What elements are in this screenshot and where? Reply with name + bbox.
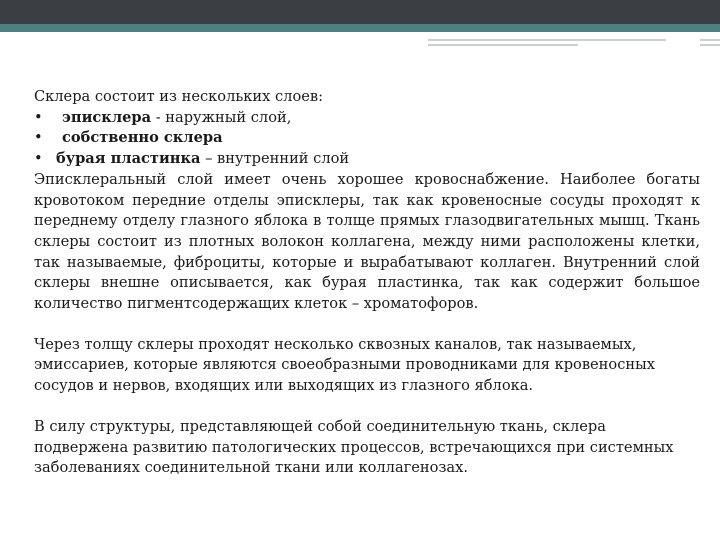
intro-text: Склера состоит из нескольких слоев:	[34, 88, 324, 105]
list-item	[34, 149, 700, 170]
paragraph-emissaries: Через толщу склеры проходят несколько сквозных каналов, так называемых, эмиссариев, которые являются своеобразными проводниками для кровеносных сосудов и нервов, входящих или выходящих из глазного яблока.	[34, 335, 655, 395]
list-item	[34, 128, 700, 149]
slide-content	[34, 87, 700, 479]
decorative-line	[428, 44, 578, 46]
slide-accent-bar	[0, 24, 720, 32]
bullet-term: бурая пластинка	[56, 150, 201, 168]
decorative-line	[428, 39, 666, 41]
bullet-icon: •	[34, 108, 43, 126]
list-item	[34, 108, 700, 129]
paragraph-episclera: Эписклеральный слой имеет очень хорошее кровоснабжение. Наиболее богаты кровотоком передние отделы эписклеры, так как кровеносные сосуды проходят к переднему отделу глазного яблока в толще прямых глазодвигательных мышц. Ткань склеры состоит из плотных волокон коллагена, между ними расположены клетки, так называемые, фиброциты, которые и вырабатывают коллаген. Внутренний слой склеры внешне описывается, как бурая пластинка, так как содержит большое количество пигментсодержащих клеток – хроматофоров.	[34, 170, 700, 313]
bullet-term: собственно склера	[62, 129, 223, 147]
decorative-line	[700, 44, 720, 46]
bullet-term: эписклера	[62, 108, 152, 126]
decorative-line	[700, 39, 720, 41]
paragraph-pathology: В силу структуры, представляющей собой соединительную ткань, склера подвержена развитию патологических процессов, встречающихся при системных заболеваниях соединительной ткани или коллагенозах.	[34, 417, 674, 477]
bullet-icon: •	[34, 150, 43, 168]
bullet-icon: •	[34, 129, 43, 147]
slide-top-bar	[0, 0, 720, 24]
bullet-desc: - наружный слой,	[151, 108, 292, 126]
bullet-desc: – внутренний слой	[200, 150, 350, 168]
